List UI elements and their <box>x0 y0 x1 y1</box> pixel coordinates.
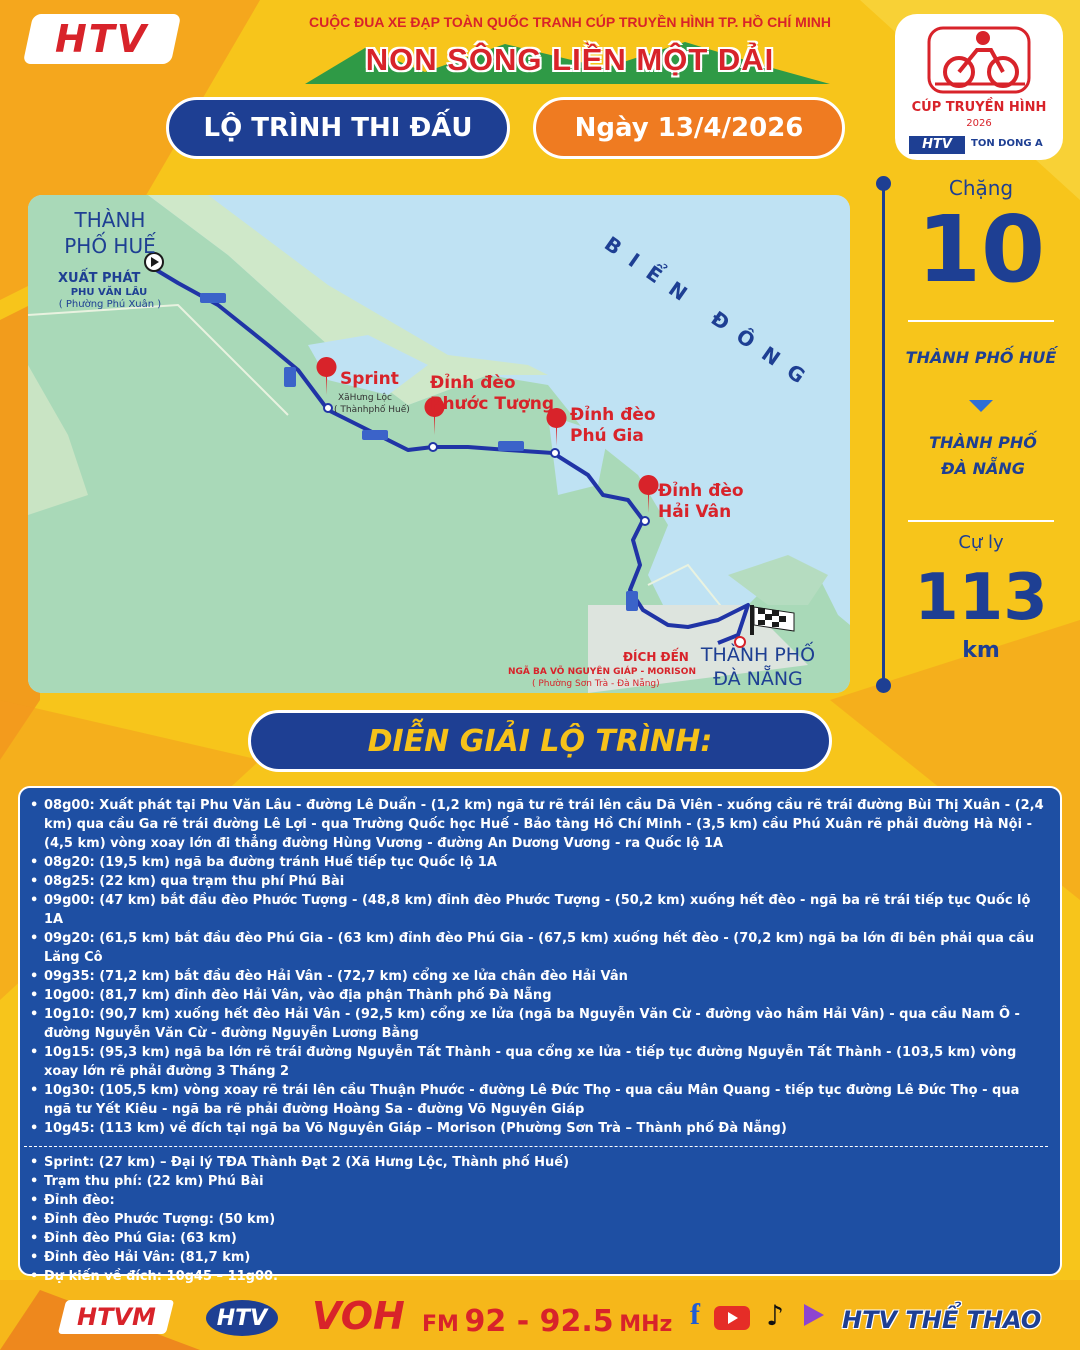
list-item: • Đỉnh đèo: <box>24 1191 1048 1210</box>
route-title-text: LỘ TRÌNH THI ĐẤU <box>203 113 473 143</box>
map-pass-phu-gia: Đỉnh đèo Phú Gia <box>570 405 656 446</box>
list-item: • 09g20: (61,5 km) bắt đầu đèo Phú Gia - (63 km) đỉnh đèo Phú Gia - (67,5 km) xuống hết đèo - (70,2 km) ngã ba lớn đi bên phải qua cầu Lăng Cô <box>24 929 1048 967</box>
stage-label: Chặng <box>948 176 1014 200</box>
footer-htv-logo <box>206 1300 278 1336</box>
cup-badge-sponsor-htv: HTV <box>909 136 965 154</box>
map-sprint-city: ( Thànhphố Huế) <box>334 405 410 415</box>
list-item: • 08g00: Xuất phát tại Phu Văn Lâu - đường Lê Duẩn - (1,2 km) ngã tư rẽ trái lên cầu Dã Viên - xuống cầu rẽ trái đường Bùi Thị Xuân - (2,4 km) qua cầu Ga rẽ trái đường Lê Lợi - qua Trường Quốc học Huế - Bảo tàng Hồ Chí Minh - (3,5 km) cầu Phú Xuân rẽ phải đường Hà Nội - (4,5 km) vòng xoay lớn đi thẳng đường Hùng Vương - đường An Dương Vương - ra Quốc lộ 1A <box>24 796 1048 853</box>
map-start-label: XUẤT PHÁT <box>58 271 141 286</box>
cup-badge-sponsor-tondonga: TON DONG A <box>971 138 1043 149</box>
play-icon[interactable] <box>798 1300 828 1330</box>
map-finish-label: ĐÍCH ĐẾN <box>623 650 689 664</box>
cup-badge <box>895 14 1063 160</box>
list-item: • Đỉnh đèo Hải Vân: (81,7 km) <box>24 1248 1048 1267</box>
section-title-text: DIỄN GIẢI LỘ TRÌNH: <box>367 723 713 759</box>
map-pass-hai-van: Đỉnh đèo Hải Vân <box>658 481 744 522</box>
list-item: • 08g20: (19,5 km) ngã ba đường tránh Huế tiếp tục Quốc lộ 1A <box>24 853 1048 872</box>
list-item: • 09g00: (47 km) bắt đầu đèo Phước Tượng - (48,8 km) đỉnh đèo Phước Tượng - (50,2 km) xuống hết đèo - ngã ba rẽ trái tiếp tục Quốc lộ 1A <box>24 891 1048 929</box>
list-item: • 09g35: (71,2 km) bắt đầu đèo Hải Vân - (72,7 km) cổng xe lửa chân đèo Hải Vân <box>24 967 1048 986</box>
stage-divider-2 <box>908 520 1054 522</box>
stage-divider-1 <box>908 320 1054 322</box>
facebook-icon[interactable]: f <box>690 1298 700 1331</box>
stage-number: 10 <box>916 196 1046 303</box>
cup-badge-name: CÚP TRUYỀN HÌNH <box>911 100 1047 115</box>
stage-sidebar-line <box>882 180 885 680</box>
svg-text:BIỂN ĐÔNG: BIỂN ĐÔNG <box>600 231 822 397</box>
distance-unit: km <box>962 638 1000 663</box>
footer-voh-logo: VOH <box>312 1294 405 1338</box>
map-start-ward: ( Phường Phú Xuân ) <box>58 299 162 310</box>
list-item: • Dự kiến về đích: 10g45 – 11g00. <box>24 1267 1048 1286</box>
map-sprint-label: Sprint <box>340 369 399 389</box>
date-pill <box>533 97 845 159</box>
footer-htvm-text: HTVM <box>76 1303 156 1331</box>
list-item: • 10g00: (81,7 km) đỉnh đèo Hải Vân, vào địa phận Thành phố Đà Nẵng <box>24 986 1048 1005</box>
list-item: • Trạm thu phí: (22 km) Phú Bài <box>24 1172 1048 1191</box>
list-item: • 10g15: (95,3 km) ngã ba lớn rẽ trái đường Nguyễn Tất Thành - qua cổng xe lửa - tiếp tục đường Nguyễn Tất Thành - (103,5 km) vòng xoay lớn rẽ phải đường 3 Tháng 2 <box>24 1043 1048 1081</box>
stage-sidebar-dot-top <box>876 176 891 191</box>
htv-logo-text: HTV <box>55 17 149 61</box>
map-sea-label <box>593 227 823 397</box>
schedule-separator <box>24 1146 1048 1147</box>
list-item: • 08g25: (22 km) qua trạm thu phí Phú Bài <box>24 872 1048 891</box>
tiktok-icon[interactable]: ♪ <box>766 1298 784 1332</box>
schedule-box <box>18 786 1062 1284</box>
distance-label: Cự ly <box>958 532 1004 553</box>
footer-fm <box>422 1304 672 1339</box>
distance-value: 113 <box>914 561 1048 635</box>
map-sprint-place: XãHưng Lộc <box>338 393 392 403</box>
map-start-place: PHU VĂN LÂU <box>70 287 148 298</box>
youtube-icon[interactable] <box>714 1306 750 1330</box>
cyclist-emblem-icon <box>925 24 1033 96</box>
footer-fm-prefix: FM <box>422 1312 459 1337</box>
stage-arrow-icon <box>969 400 993 412</box>
footer-htv-text: HTV <box>216 1305 268 1331</box>
list-item: • Đỉnh đèo Phú Gia: (63 km) <box>24 1229 1048 1248</box>
schedule-list <box>24 796 1048 1138</box>
map-pass-phuoc-tuong: Đỉnh đèo Phước Tượng <box>430 373 554 414</box>
list-item: • 10g10: (90,7 km) xuống hết đèo Hải Vân - (92,5 km) cổng xe lửa (ngã ba Nguyễn Văn Cừ - đường vào hầm Hải Vân) - qua cầu Nam Ô - đường Nguyễn Văn Cừ - đường Nguyễn Lương Bằng <box>24 1005 1048 1043</box>
route-title-pill <box>166 97 510 159</box>
stage-sidebar-dot-bottom <box>876 678 891 693</box>
list-item: • 10g30: (105,5 km) vòng xoay rẽ trái lên cầu Thuận Phước - đường Lê Đức Thọ - qua cầu Mân Quang - tiếp tục đường Lê Đức Thọ - qua ngã tư Yết Kiêu - ngã ba rẽ phải đường Hoàng Sa - đường Võ Nguyên Giáp <box>24 1081 1048 1119</box>
map-start-city: THÀNH PHỐ HUẾ <box>64 208 156 258</box>
stage-to: THÀNH PHỐ ĐÀ NẴNG <box>929 433 1037 478</box>
date-text: Ngày 13/4/2026 <box>574 113 804 143</box>
footer-htvm-logo <box>58 1300 174 1334</box>
notes-list <box>24 1153 1048 1286</box>
map-finish-city: THÀNH PHỐ ĐÀ NẴNG <box>700 644 816 690</box>
stage-from: THÀNH PHỐ HUẾ <box>905 348 1057 367</box>
map-finish-ward: ( Phường Sơn Trà - Đà Nẵng) <box>532 679 660 689</box>
footer-channel: HTV THỂ THAO <box>842 1306 1042 1334</box>
list-item: • Đỉnh đèo Phước Tượng: (50 km) <box>24 1210 1048 1229</box>
event-subtitle: CUỘC ĐUA XE ĐẠP TOÀN QUỐC TRANH CÚP TRUYỀN HÌNH TP. HỒ CHÍ MINH <box>309 14 831 30</box>
list-item: • Sprint: (27 km) – Đại lý TĐA Thành Đạt 2 (Xã Hưng Lộc, Thành phố Huế) <box>24 1153 1048 1172</box>
footer-fm-unit: MHz <box>619 1312 673 1337</box>
htv-logo <box>23 14 182 64</box>
map-finish-place: NGÃ BA VÕ NGUYÊN GIÁP - MORISON <box>508 667 696 677</box>
route-map <box>28 195 850 693</box>
event-title: NON SÔNG LIỀN MỘT DẢI <box>365 42 775 77</box>
list-item: • 10g45: (113 km) về đích tại ngã ba Võ Nguyên Giáp – Morison (Phường Sơn Trà – Thành phố Đà Nẵng) <box>24 1119 1048 1138</box>
cup-badge-year: 2026 <box>966 118 992 129</box>
footer-fm-frequency: 92 - 92.5 <box>464 1304 614 1339</box>
section-title-pill <box>248 710 832 772</box>
